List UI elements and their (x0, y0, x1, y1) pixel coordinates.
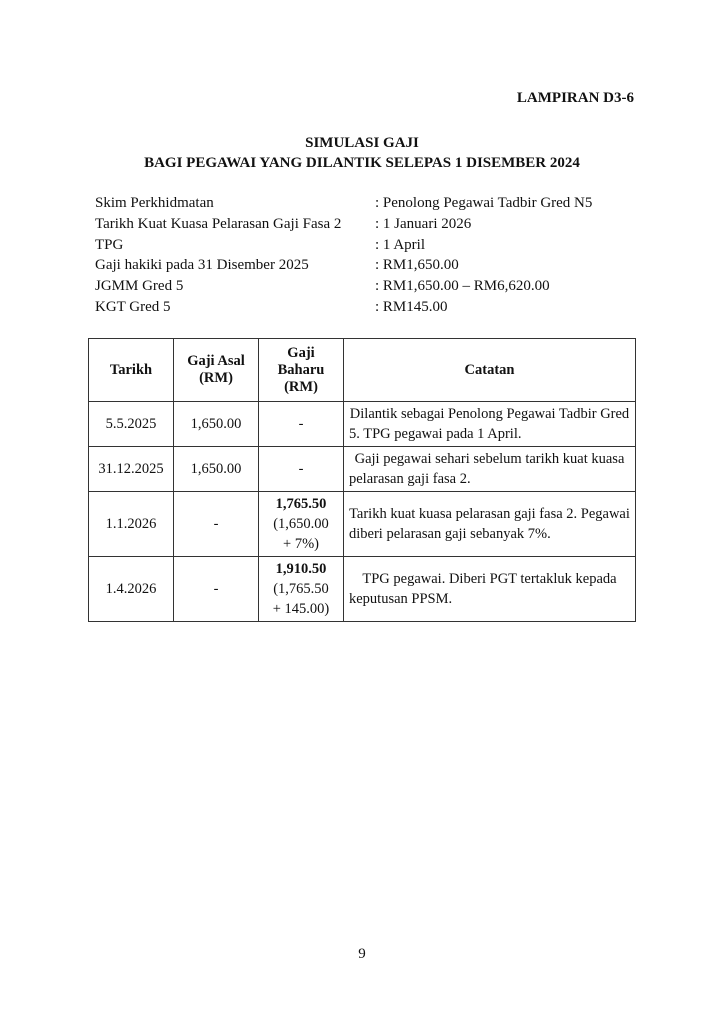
document-subtitle: BAGI PEGAWAI YANG DILANTIK SELEPAS 1 DISEMBER 2024 (144, 155, 580, 171)
info-label: JGMM Gred 5 (95, 278, 184, 295)
header-gaji-asal: Gaji Asal (RM) (174, 339, 259, 402)
info-value: : 1 April (375, 236, 426, 253)
cell-tarikh: 1.1.2026 (89, 492, 174, 557)
cell-gaji-asal: 1,650.00 (174, 447, 259, 492)
info-label: TPG (95, 236, 124, 253)
info-value: : RM145.00 (375, 298, 448, 315)
cell-tarikh: 31.12.2025 (89, 447, 174, 492)
new-salary-calc: (1,765.50 (273, 581, 329, 597)
cell-tarikh: 1.4.2026 (89, 557, 174, 622)
table-row (89, 557, 636, 622)
new-salary-calc: (1,650.00 (273, 516, 329, 532)
cell-gaji-asal: 1,650.00 (174, 402, 259, 447)
cell-gaji-asal: - (174, 492, 259, 557)
table-row (89, 492, 636, 557)
header-catatan: Catatan (344, 339, 636, 402)
header-gaji-baharu: Gaji Baharu (RM) (259, 339, 344, 402)
info-row-skim (95, 193, 592, 214)
info-value: : RM1,650.00 (375, 257, 459, 274)
info-label: Skim Perkhidmatan (95, 195, 214, 211)
cell-gaji-baharu (259, 492, 344, 557)
new-salary-value: 1,765.50 (275, 496, 327, 512)
cell-catatan: TPG pegawai. Diberi PGT tertakluk kepada keputusan PPSM. (344, 557, 636, 622)
page-number: 9 (358, 946, 366, 962)
cell-gaji-baharu: - (259, 402, 344, 447)
cell-gaji-asal: - (174, 557, 259, 622)
appendix-label: LAMPIRAN D3-6 (516, 90, 634, 106)
info-row-kgt (95, 297, 592, 318)
cell-catatan: Dilantik sebagai Penolong Pegawai Tadbir Gred 5. TPG pegawai pada 1 April. (344, 402, 636, 447)
info-value: : RM1,650.00 – RM6,620.00 (375, 278, 550, 295)
info-label: Gaji hakiki pada 31 Disember 2025 (95, 257, 309, 274)
cell-catatan: Tarikh kuat kuasa pelarasan gaji fasa 2. Pegawai diberi pelarasan gaji sebanyak 7%. (344, 492, 636, 557)
info-label: KGT Gred 5 (95, 298, 171, 315)
info-row-gaji-hakiki (95, 255, 592, 276)
document-title: SIMULASI GAJI (305, 135, 419, 151)
new-salary-calc: + 145.00) (272, 601, 330, 617)
cell-tarikh: 5.5.2025 (89, 402, 174, 447)
table-header-row (89, 339, 636, 402)
info-row-tpg (95, 235, 592, 256)
info-row-jgmm (95, 276, 592, 297)
table-row (89, 402, 636, 447)
new-salary-value: 1,910.50 (275, 561, 327, 577)
info-value: : Penolong Pegawai Tadbir Gred N5 (375, 195, 593, 211)
new-salary-calc: + 7%) (283, 536, 319, 552)
info-block (95, 193, 592, 318)
table-row (89, 447, 636, 492)
cell-catatan: Gaji pegawai sehari sebelum tarikh kuat kuasa pelarasan gaji fasa 2. (344, 447, 636, 492)
header-tarikh: Tarikh (89, 339, 174, 402)
salary-simulation-table (88, 338, 636, 622)
cell-gaji-baharu: - (259, 447, 344, 492)
info-label: Tarikh Kuat Kuasa Pelarasan Gaji Fasa 2 (95, 215, 342, 232)
info-row-tarikh-kuat-kuasa (95, 214, 592, 235)
info-value: : 1 Januari 2026 (375, 215, 472, 232)
cell-gaji-baharu (259, 557, 344, 622)
